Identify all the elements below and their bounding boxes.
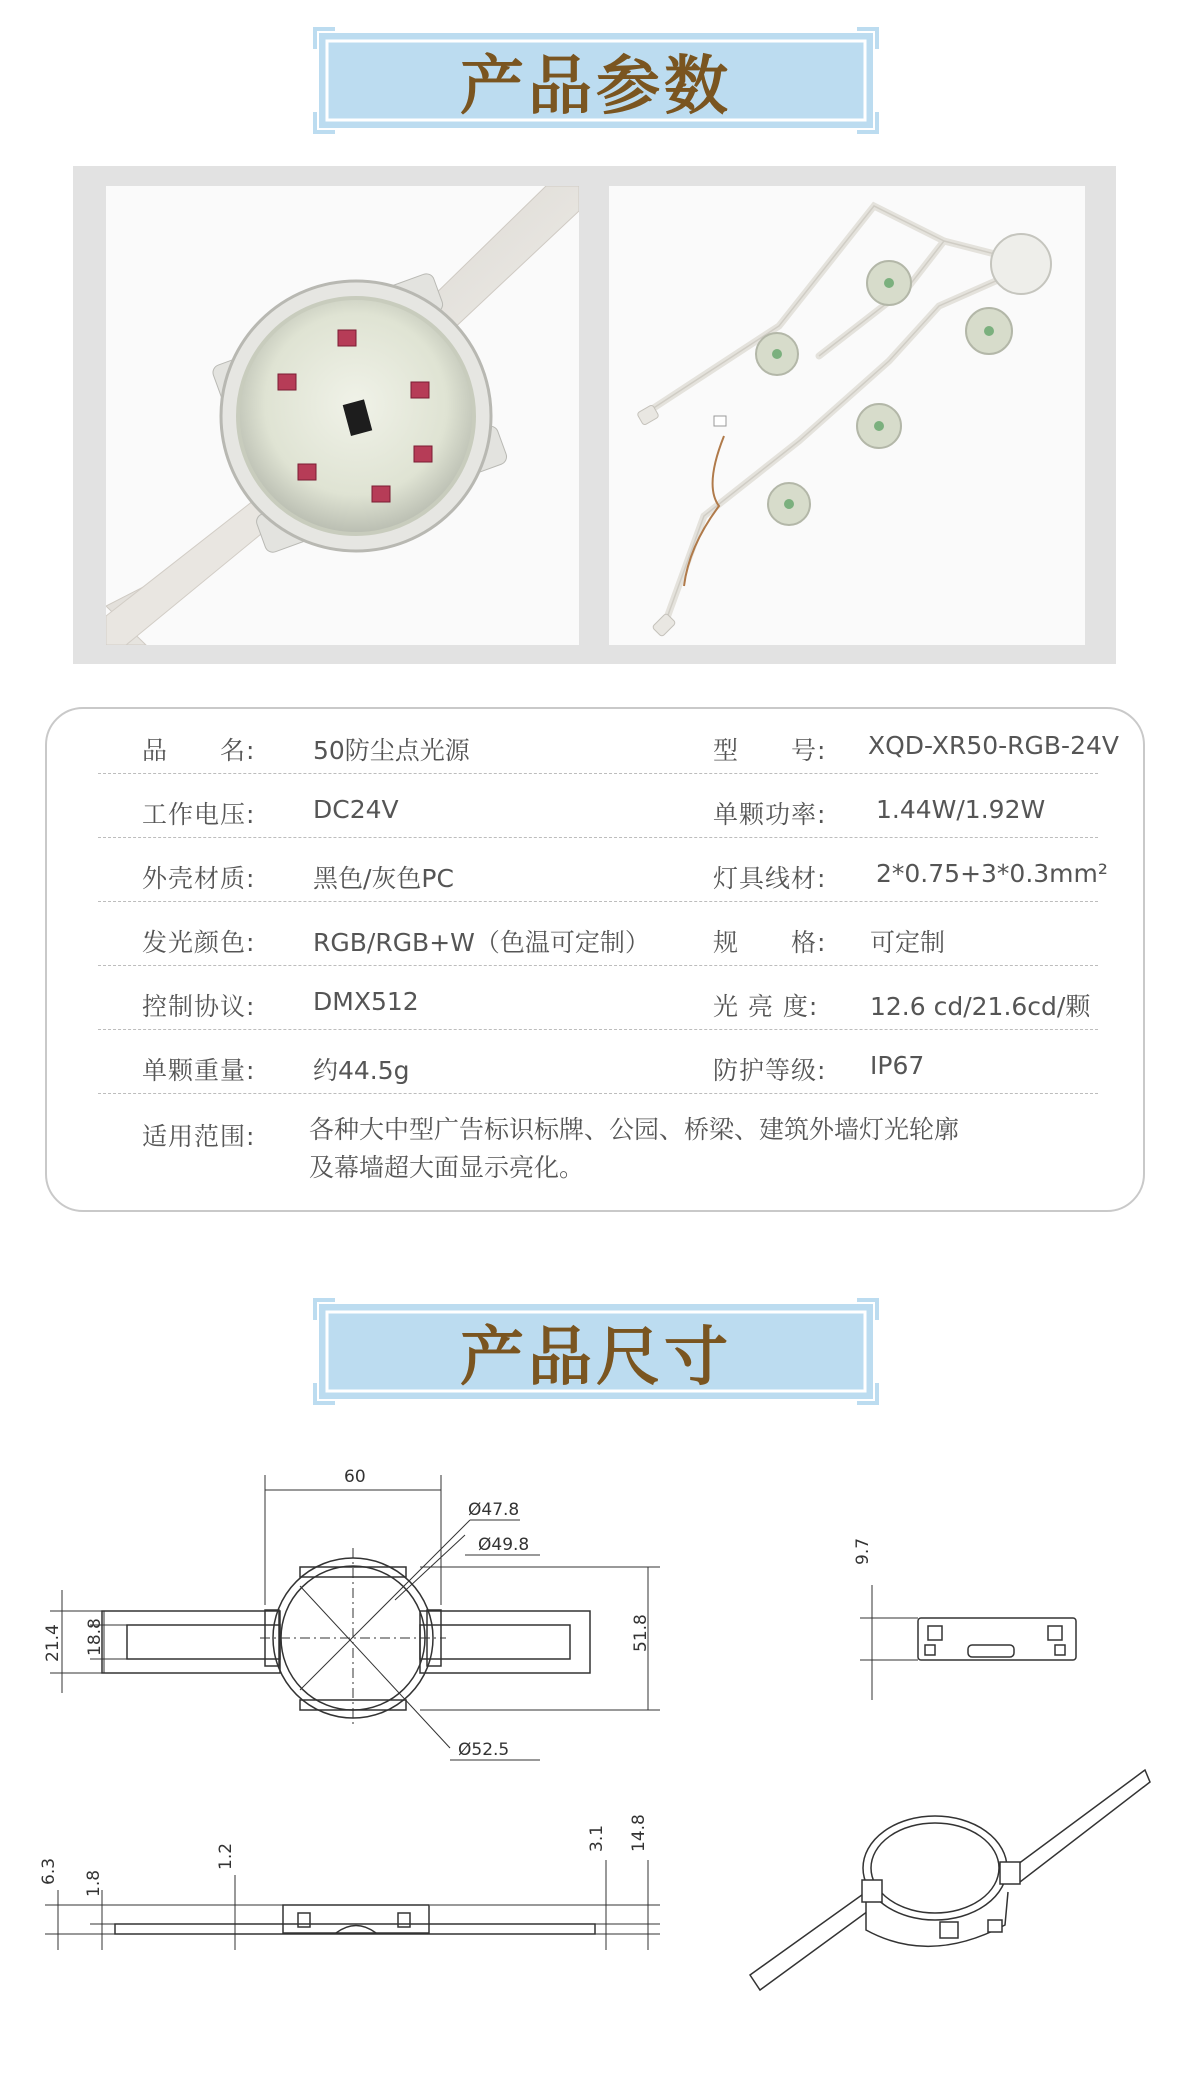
front-view-labels xyxy=(39,1814,649,1897)
top-view-drawing xyxy=(50,1475,660,1760)
spec-label: 单颗功率: xyxy=(713,800,827,829)
dim-d2-label: Ø49.8 xyxy=(478,1535,530,1555)
side-view-drawing xyxy=(860,1585,1076,1700)
dim-width-label: 60 xyxy=(344,1467,366,1487)
spec-value: 12.6 cd/21.6cd/颗 xyxy=(870,992,1091,1021)
spec-value: 2*0.75+3*0.3mm² xyxy=(876,859,1108,888)
spec-label: 工作电压: xyxy=(142,800,256,829)
spec-label: 外壳材质: xyxy=(142,864,256,893)
dim-front-r1-label: 3.1 xyxy=(587,1824,607,1852)
spec-value: IP67 xyxy=(870,1051,925,1080)
dim-front-strip-label: 1.8 xyxy=(84,1869,104,1897)
usage-label: 适用范围: xyxy=(142,1122,256,1151)
spec-label: 发光颜色: xyxy=(142,928,256,957)
spec-value: DC24V xyxy=(313,795,399,824)
spec-label: 灯具线材: xyxy=(713,864,827,893)
usage-line: 各种大中型广告标识标牌、公园、桥梁、建筑外墙灯光轮廓 xyxy=(309,1115,960,1144)
spec-value: 可定制 xyxy=(870,928,946,957)
spec-value: 50防尘点光源 xyxy=(313,736,470,765)
dim-d3-label: Ø52.5 xyxy=(458,1740,510,1760)
spec-label: 规 格: xyxy=(713,928,827,957)
spec-value: 1.44W/1.92W xyxy=(876,795,1046,824)
top-view-labels xyxy=(43,1467,651,1760)
spec-label: 单颗重量: xyxy=(142,1056,256,1085)
usage-line: 及幕墙超大面显示亮化。 xyxy=(309,1153,585,1182)
spec-label: 防护等级: xyxy=(713,1056,827,1085)
dim-strip-inner-label: 18.8 xyxy=(85,1618,105,1656)
spec-label: 品 名: xyxy=(142,736,256,765)
section-title: 产品参数 xyxy=(460,48,732,124)
spec-value: RGB/RGB+W（色温可定制） xyxy=(313,928,650,957)
spec-value: 约44.5g xyxy=(313,1056,410,1085)
isometric-view-drawing xyxy=(750,1770,1150,1990)
dim-height-label: 51.8 xyxy=(631,1614,651,1652)
section-title: 产品尺寸 xyxy=(460,1319,732,1395)
dim-front-small-label: 1.2 xyxy=(216,1842,236,1870)
dim-strip-outer-label: 21.4 xyxy=(43,1624,63,1662)
spec-value: 黑色/灰色PC xyxy=(313,864,454,893)
spec-value: XQD-XR50-RGB-24V xyxy=(868,731,1119,760)
dim-front-r2-label: 14.8 xyxy=(629,1814,649,1852)
spec-value: DMX512 xyxy=(313,987,419,1016)
dim-d1-label: Ø47.8 xyxy=(468,1500,520,1520)
spec-label: 光 亮 度: xyxy=(713,992,819,1021)
dim-side-height-label: 9.7 xyxy=(853,1537,873,1565)
dim-front-total-label: 6.3 xyxy=(39,1857,59,1885)
spec-label: 控制协议: xyxy=(142,992,256,1021)
front-view-drawing xyxy=(45,1860,660,1950)
spec-label: 型 号: xyxy=(713,736,827,765)
